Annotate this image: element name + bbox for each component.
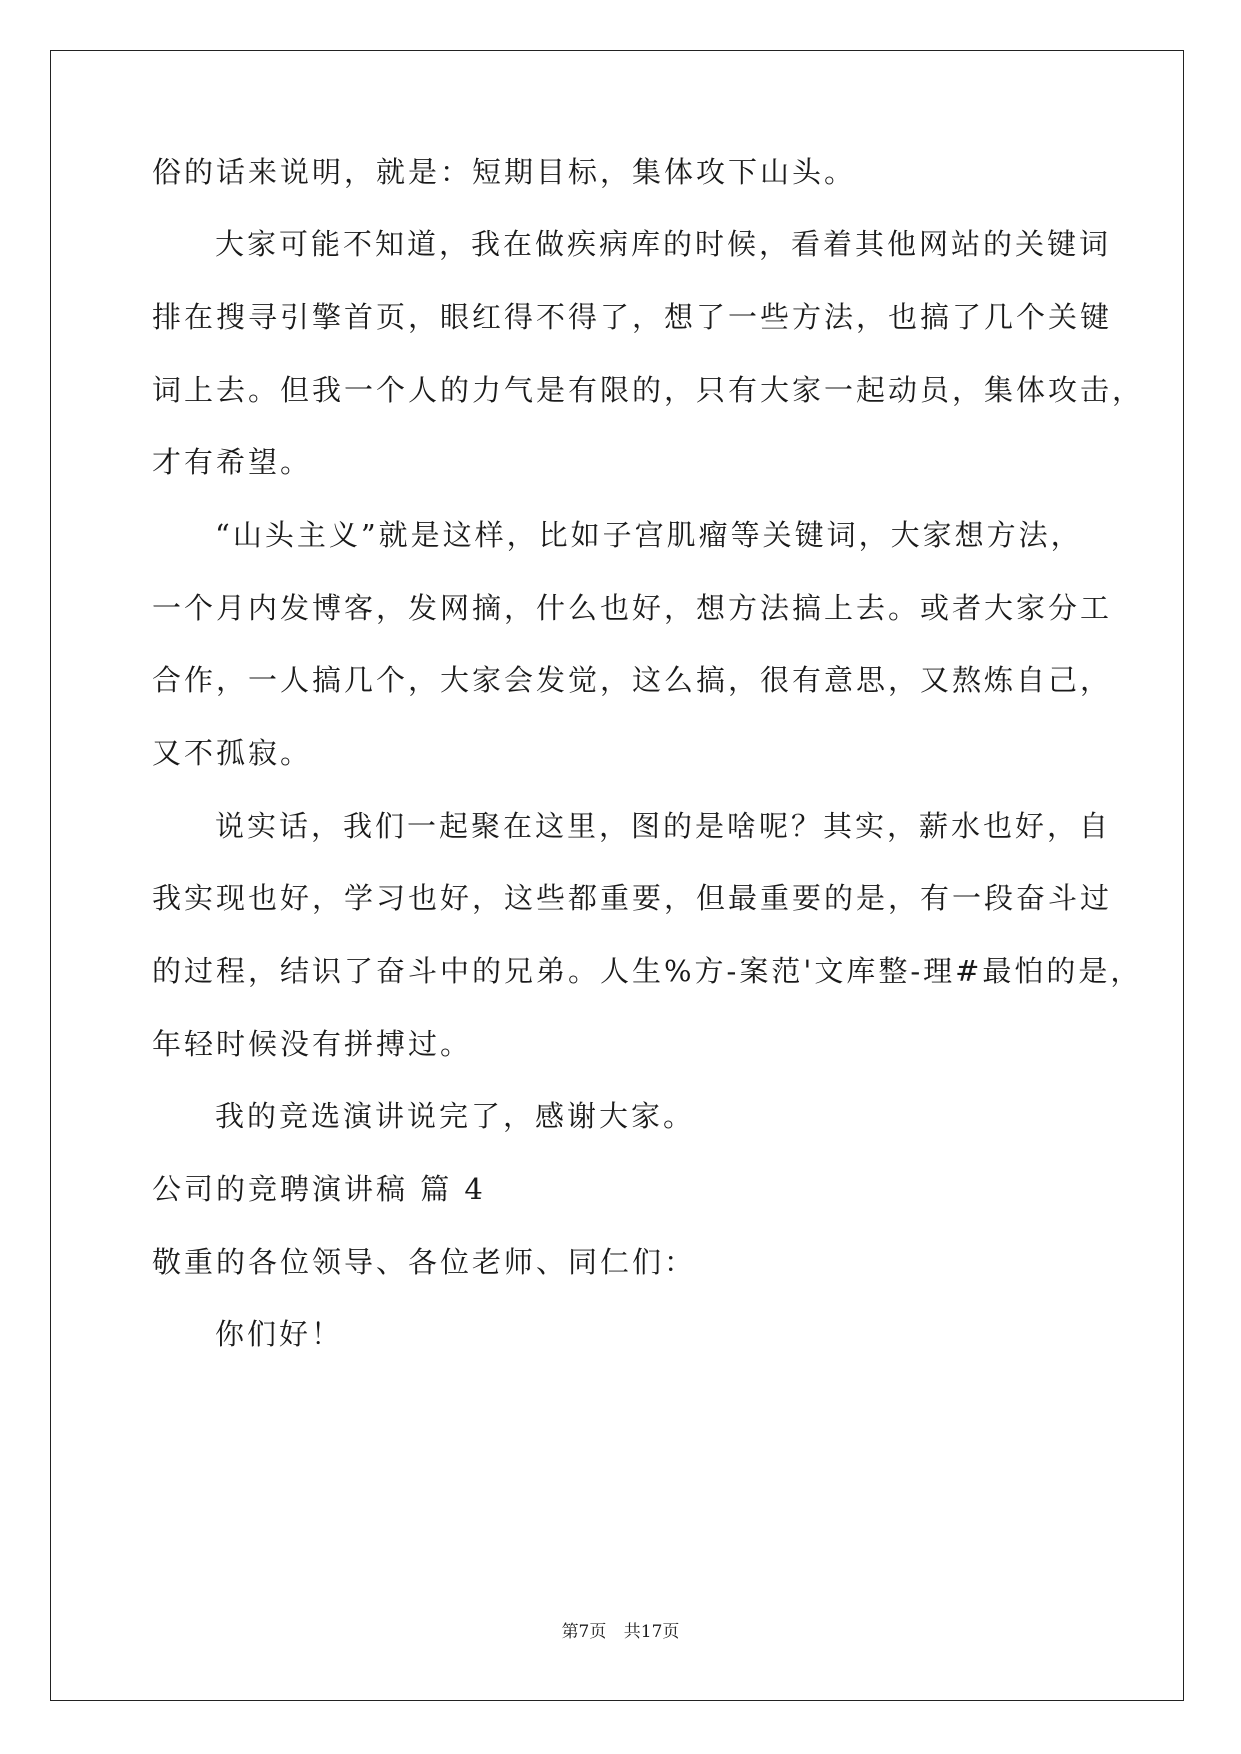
section-heading: 公司的竞聘演讲稿 篇 4 (152, 1172, 486, 1206)
paragraph-line: 又不孤寂。 (152, 736, 313, 770)
paragraph-line: 一个月内发博客，发网摘，什么也好，想方法搞上去。或者大家分工 (152, 591, 1113, 625)
paragraph-line: 合作，一人搞几个，大家会发觉，这么搞，很有意思，又熬炼自己， (152, 663, 1113, 697)
paragraph-line: 年轻时候没有拼搏过。 (152, 1027, 473, 1061)
paragraph-line: 排在搜寻引擎首页，眼红得不得了，想了一些方法，也搞了几个关键 (152, 300, 1113, 334)
page-number-current: 第7页 (561, 1622, 607, 1642)
page-footer (0, 1620, 1241, 1644)
paragraph-line: 大家可能不知道，我在做疾病库的时候，看着其他网站的关键词 (215, 227, 1112, 261)
paragraph-line: “山头主义”就是这样，比如子宫肌瘤等关键词，大家想方法， (215, 518, 1083, 552)
paragraph-line: 我实现也好，学习也好，这些都重要，但最重要的是，有一段奋斗过 (152, 881, 1113, 915)
page-number-total: 共17页 (623, 1622, 680, 1642)
paragraph-line: 俗的话来说明，就是：短期目标，集体攻下山头。 (152, 155, 857, 189)
salutation: 敬重的各位领导、各位老师、同仁们： (152, 1245, 697, 1279)
paragraph-line: 词上去。但我一个人的力气是有限的，只有大家一起动员，集体攻击， (152, 373, 1145, 407)
greeting: 你们好！ (215, 1317, 344, 1351)
paragraph-line: 我的竞选演讲说完了，感谢大家。 (215, 1099, 696, 1133)
paragraph-line: 才有希望。 (152, 445, 313, 479)
paragraph-line: 说实话，我们一起聚在这里，图的是啥呢？其实，薪水也好，自 (215, 809, 1112, 843)
paragraph-line: 的过程，结识了奋斗中的兄弟。人生%方-案范'文库整-理#最怕的是， (152, 954, 1143, 988)
